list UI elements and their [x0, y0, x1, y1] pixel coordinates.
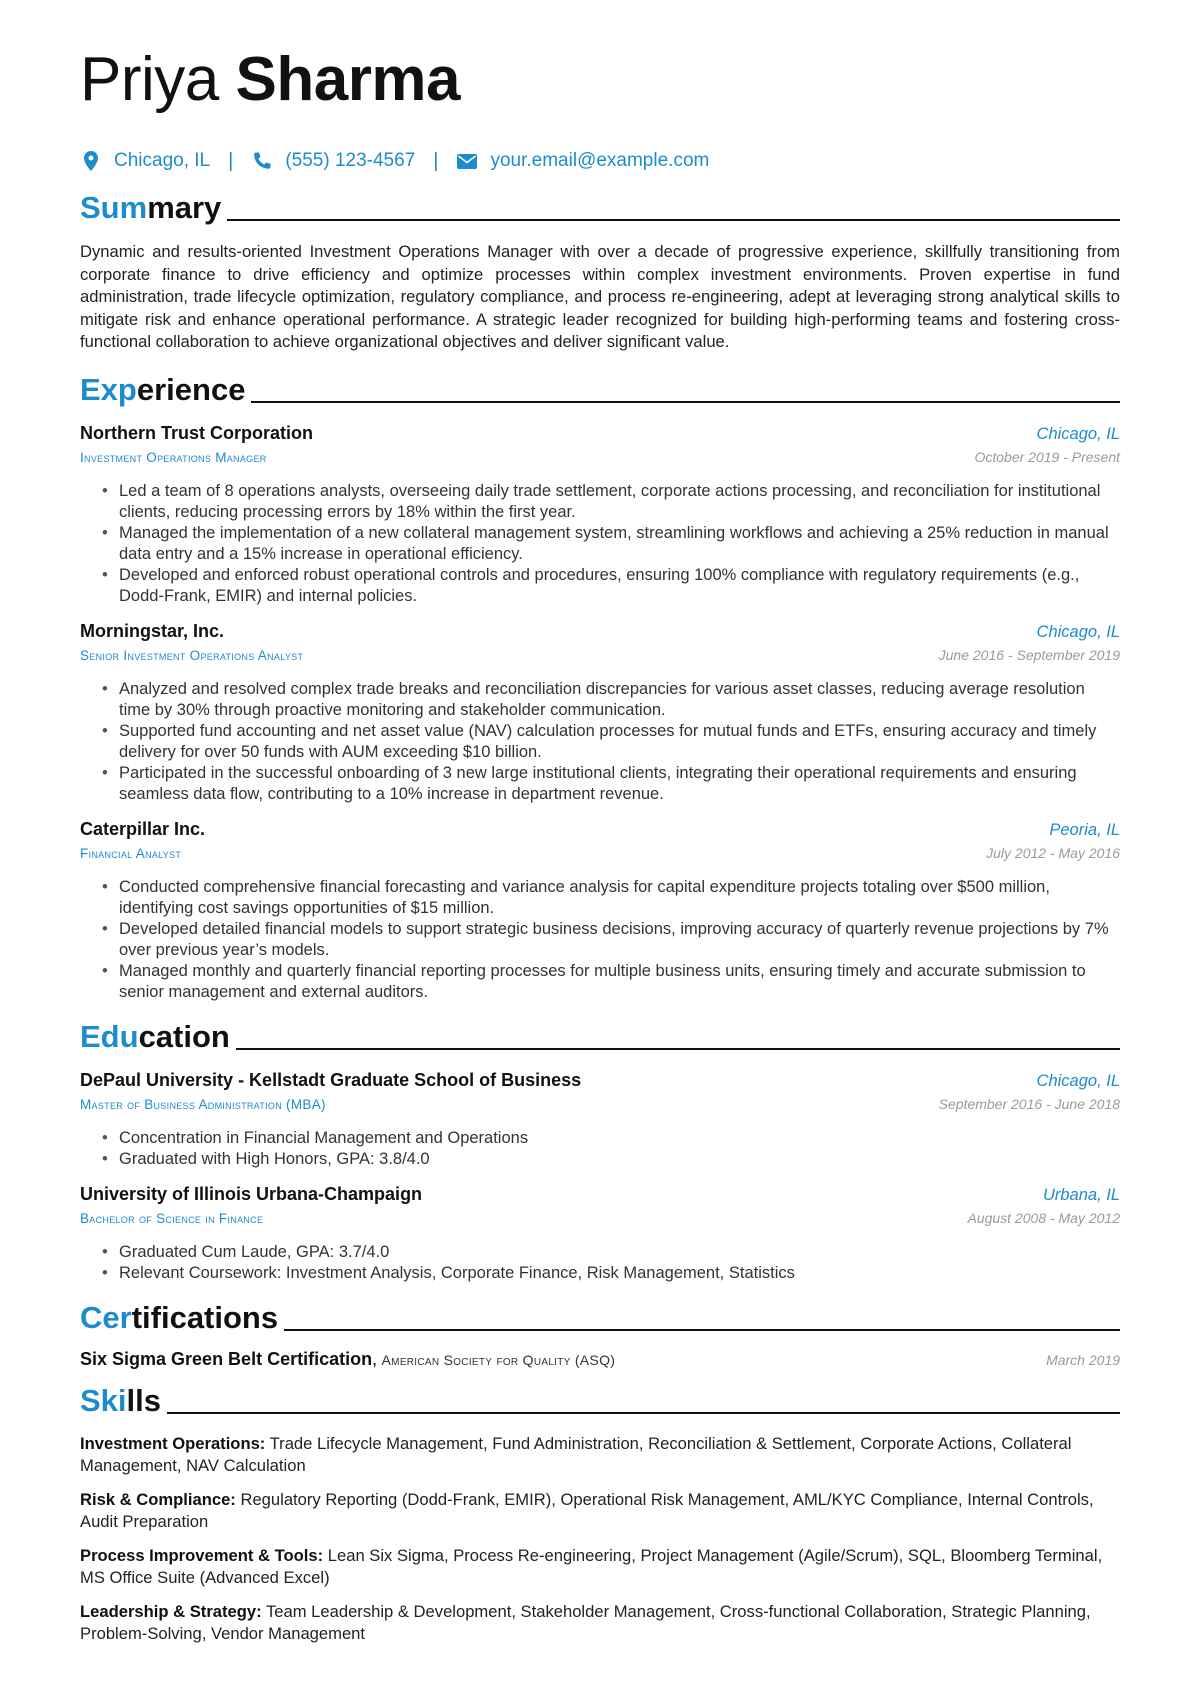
list-item: • Graduated with High Honors, GPA: 3.8/4.0: [102, 1149, 1120, 1170]
contact-location: [80, 150, 210, 172]
job-dates: June 2016 - September 2019: [938, 646, 1120, 663]
job-bullets: [80, 877, 1120, 1003]
degree: Master of Business Administration (MBA): [80, 1096, 326, 1112]
skill-group: [80, 1489, 1120, 1534]
list-item: • Participated in the successful onboarding of 3 new large institutional clients, integrating their operational requirements and ensuring seamless data flow, contributing to a 10% increase in department revenue.: [102, 763, 1120, 805]
education-bullets: [80, 1128, 1120, 1170]
contact-separator: |: [433, 149, 439, 172]
company-name: Morningstar, Inc.: [80, 620, 225, 641]
skill-group-items: Lean Six Sigma, Process Re-engineering, Project Management (Agile/Scrum), SQL, Bloomberg Terminal, MS Office Suite (Advanced Excel): [80, 1545, 1103, 1587]
first-name: Priya: [80, 45, 219, 114]
job-title: Investment Operations Manager: [80, 449, 267, 465]
list-item: • Concentration in Financial Management and Operations: [102, 1128, 1120, 1149]
certification-name: Six Sigma Green Belt Certification: [80, 1348, 373, 1369]
company-name: Caterpillar Inc.: [80, 818, 206, 839]
education-entry: [80, 1183, 1120, 1284]
list-item: • Developed detailed financial models to support strategic business decisions, improving accuracy of quarterly revenue projections by 7% over previous year’s models.: [102, 919, 1120, 961]
job-bullets: [80, 481, 1120, 607]
skill-group-label: Leadership & Strategy:: [80, 1601, 262, 1621]
skill-group-items: Regulatory Reporting (Dodd-Frank, EMIR), Operational Risk Management, AML/KYC Compliance, Internal Controls, Audit Preparation: [80, 1489, 1094, 1531]
section-rule: [284, 1329, 1120, 1331]
list-item: • Led a team of 8 operations analysts, overseeing daily trade settlement, corporate actions processing, and reconciliation for institutional clients, reducing processing errors by 18% within the first year.: [102, 481, 1120, 523]
education-entry: [80, 1069, 1120, 1170]
contact-separator: |: [228, 149, 234, 172]
list-item: • Supported fund accounting and net asset value (NAV) calculation processes for mutual funds and ETFs, ensuring accuracy and timely delivery for over 50 funds with AUM exceeding $10 billion.: [102, 721, 1120, 763]
skill-group: [80, 1433, 1120, 1478]
skills-heading: [80, 1379, 1120, 1419]
school-location: Chicago, IL: [1036, 1071, 1120, 1090]
envelope-icon: [456, 150, 478, 172]
job-entry: [80, 422, 1120, 607]
contact-line: [80, 146, 1120, 176]
school-location: Urbana, IL: [1042, 1185, 1120, 1204]
job-location: Chicago, IL: [1036, 424, 1120, 443]
map-pin-icon: [80, 150, 102, 172]
list-item: • Managed monthly and quarterly financial reporting processes for multiple business units, ensuring timely and accurate submission to senior management and external auditors.: [102, 961, 1120, 1003]
list-item: • Relevant Coursework: Investment Analysis, Corporate Finance, Risk Management, Statistics: [102, 1263, 1120, 1284]
contact-phone[interactable]: [251, 150, 415, 172]
certification-entry: [80, 1349, 1120, 1371]
job-bullets: [80, 679, 1120, 805]
education-dates: August 2008 - May 2012: [967, 1209, 1120, 1226]
skill-group-label: Process Improvement & Tools:: [80, 1545, 324, 1565]
section-title: Skills: [80, 1382, 161, 1418]
job-location: Peoria, IL: [1049, 820, 1120, 839]
skill-group: [80, 1545, 1120, 1590]
certification-date: March 2019: [1046, 1351, 1120, 1368]
phone-text[interactable]: (555) 123-4567: [285, 150, 416, 171]
section-rule: [251, 401, 1120, 403]
email-link[interactable]: your.email@example.com: [490, 150, 710, 171]
section-rule: [167, 1412, 1120, 1414]
skill-group-items: Team Leadership & Development, Stakeholder Management, Cross-functional Collaboration, Strategic Planning, Problem-Solving, Vendor Management: [80, 1601, 1091, 1643]
certification-separator: ,: [372, 1348, 378, 1369]
certifications-heading: [80, 1296, 1120, 1336]
section-rule: [236, 1048, 1120, 1050]
section-title: Summary: [80, 190, 222, 225]
list-item: • Analyzed and resolved complex trade breaks and reconciliation discrepancies for various asset classes, reducing average resolution time by 30% through proactive monitoring and stakeholder communication.: [102, 679, 1120, 721]
list-item: • Managed the implementation of a new collateral management system, streamlining workflows and achieving a 25% reduction in manual data entry and a 15% increase in operational efficiency.: [102, 523, 1120, 565]
skill-group: [80, 1601, 1120, 1646]
list-item: • Developed and enforced robust operational controls and procedures, ensuring 100% compliance with regulatory requirements (e.g., Dodd-Frank, EMIR) and internal policies.: [102, 565, 1120, 607]
section-title: Education: [80, 1018, 230, 1054]
section-rule: [227, 219, 1120, 221]
school-name: DePaul University - Kellstadt Graduate School of Business: [80, 1069, 582, 1090]
experience-heading: [80, 368, 1120, 408]
job-dates: October 2019 - Present: [974, 448, 1120, 465]
school-name: University of Illinois Urbana-Champaign: [80, 1183, 423, 1204]
phone-icon: [251, 150, 273, 172]
certification-issuer: American Society for Quality (ASQ): [381, 1351, 616, 1368]
skill-group-items: Trade Lifecycle Management, Fund Administration, Reconciliation & Settlement, Corporate Actions, Collateral Management, NAV Calculation: [80, 1433, 1072, 1475]
summary-text: Dynamic and results-oriented Investment Operations Manager with over a decade of progressive experience, skillfully transitioning from corporate finance to drive efficiency and optimize processes within complex investment environments. Proven expertise in fund administration, trade lifecycle optimization, regulatory compliance, and process re-engineering, adept at leveraging strong analytical skills to mitigate risk and enhance operational performance. A strategic leader recognized for building high-performing teams and fostering cross-functional collaboration to achieve organizational objectives and deliver significant value.: [80, 242, 1120, 351]
location-text: Chicago, IL: [114, 150, 211, 171]
resume-page: [80, 40, 1120, 1646]
job-title: Financial Analyst: [80, 845, 182, 861]
summary-heading: [80, 186, 1120, 226]
job-entry: [80, 620, 1120, 805]
section-title: Experience: [80, 371, 246, 407]
section-title: Certifications: [80, 1299, 279, 1335]
contact-email[interactable]: [456, 150, 709, 172]
list-item: • Conducted comprehensive financial forecasting and variance analysis for capital expenditure projects totaling over $500 million, identifying cost savings opportunities of $15 million.: [102, 877, 1120, 919]
company-name: Northern Trust Corporation: [80, 422, 313, 443]
degree: Bachelor of Science in Finance: [80, 1210, 264, 1226]
list-item: • Graduated Cum Laude, GPA: 3.7/4.0: [102, 1242, 1120, 1263]
certification-text: [80, 1349, 615, 1370]
job-dates: July 2012 - May 2016: [986, 844, 1120, 861]
job-title: Senior Investment Operations Analyst: [80, 647, 304, 663]
job-location: Chicago, IL: [1036, 622, 1120, 641]
education-bullets: [80, 1242, 1120, 1284]
skill-group-label: Investment Operations:: [80, 1433, 266, 1453]
last-name: Sharma: [235, 45, 460, 114]
job-entry: [80, 818, 1120, 1003]
skill-group-label: Risk & Compliance:: [80, 1489, 236, 1509]
candidate-name: [80, 40, 1120, 120]
education-dates: September 2016 - June 2018: [938, 1095, 1120, 1112]
education-heading: [80, 1015, 1120, 1055]
